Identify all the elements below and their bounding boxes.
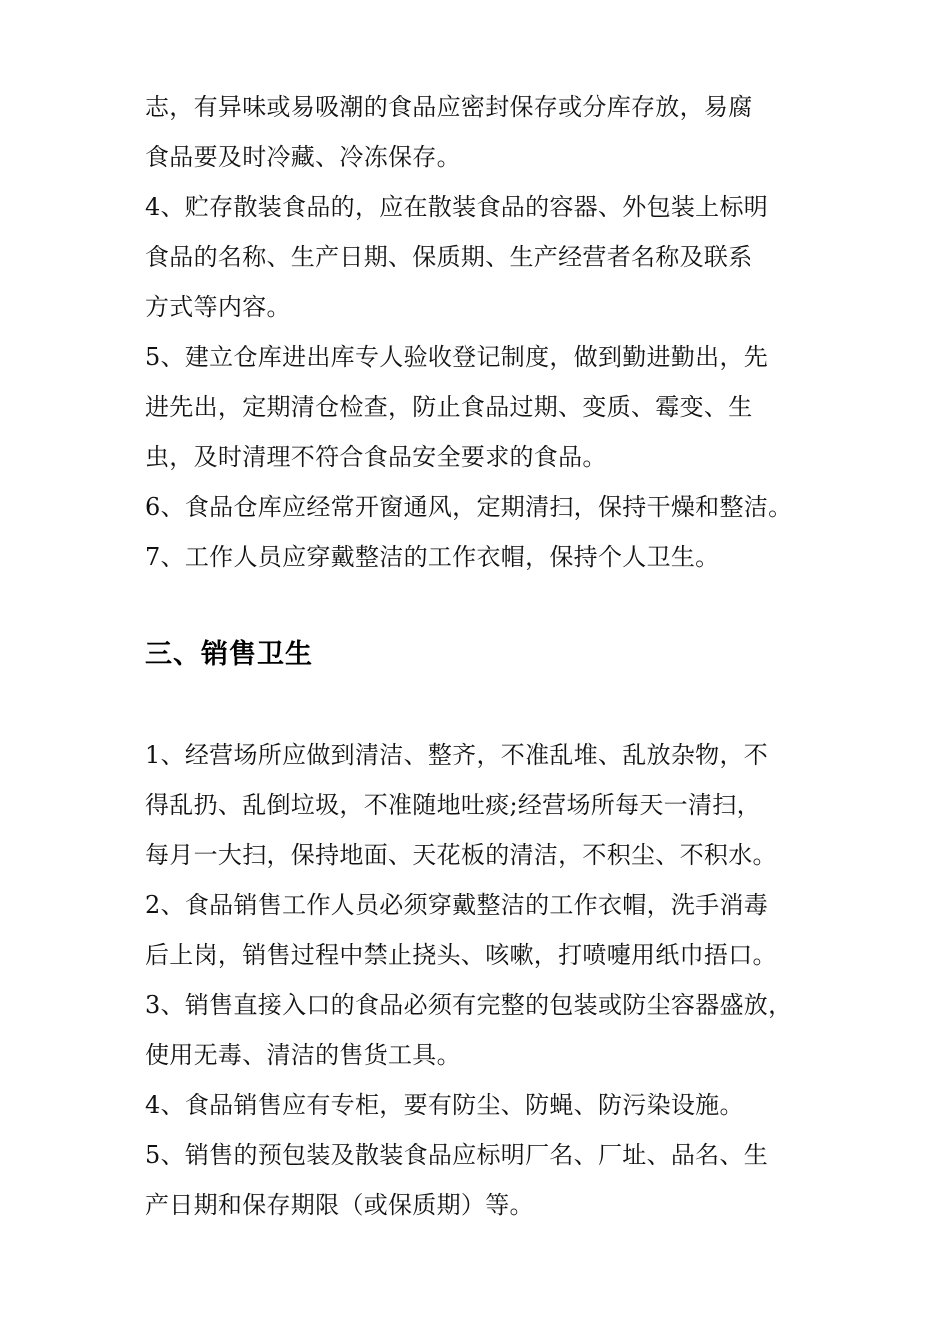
body-text-line: 7、工作人员应穿戴整洁的工作衣帽，保持个人卫生。 [145,543,720,571]
body-text-line: 4、食品销售应有专柜，要有防尘、防蝇、防污染设施。 [145,1091,744,1119]
body-text-line: 3、销售直接入口的食品必须有完整的包装或防尘容器盛放， [145,991,793,1019]
body-text-line: 使用无毒、清洁的售货工具。 [145,1041,461,1069]
body-text-line: 每月一大扫，保持地面、天花板的清洁，不积尘、不积水。 [145,841,777,869]
body-text-line: 5、建立仓库进出库专人验收登记制度，做到勤进勤出，先 [145,343,769,371]
body-text-line: 进先出，定期清仓检查，防止食品过期、变质、霉变、生 [145,393,753,421]
body-text-line: 1、经营场所应做到清洁、整齐，不准乱堆、乱放杂物，不 [145,741,769,769]
body-text-line: 食品要及时冷藏、冷冻保存。 [145,143,461,171]
body-text-line: 虫，及时清理不符合食品安全要求的食品。 [145,443,607,471]
section-heading: 三、销售卫生 [145,639,313,670]
body-text-line: 6、食品仓库应经常开窗通风，定期清扫，保持干燥和整洁。 [145,493,793,521]
body-text-line: 产日期和保存期限（或保质期）等。 [145,1191,534,1219]
body-text-line: 5、销售的预包装及散装食品应标明厂名、厂址、品名、生 [145,1141,769,1169]
body-text-line: 后上岗，销售过程中禁止挠头、咳嗽，打喷嚏用纸巾捂口。 [145,941,777,969]
body-text-line: 方式等内容。 [145,293,291,321]
body-text-line: 食品的名称、生产日期、保质期、生产经营者名称及联系 [145,243,753,271]
body-text-line: 2、食品销售工作人员必须穿戴整洁的工作衣帽，洗手消毒 [145,891,769,919]
body-text-line: 4、贮存散装食品的，应在散装食品的容器、外包装上标明 [145,193,769,221]
body-text-line: 志，有异味或易吸潮的食品应密封保存或分库存放，易腐 [145,93,753,121]
body-text-line: 得乱扔、乱倒垃圾，不准随地吐痰;经营场所每天一清扫， [145,791,761,819]
